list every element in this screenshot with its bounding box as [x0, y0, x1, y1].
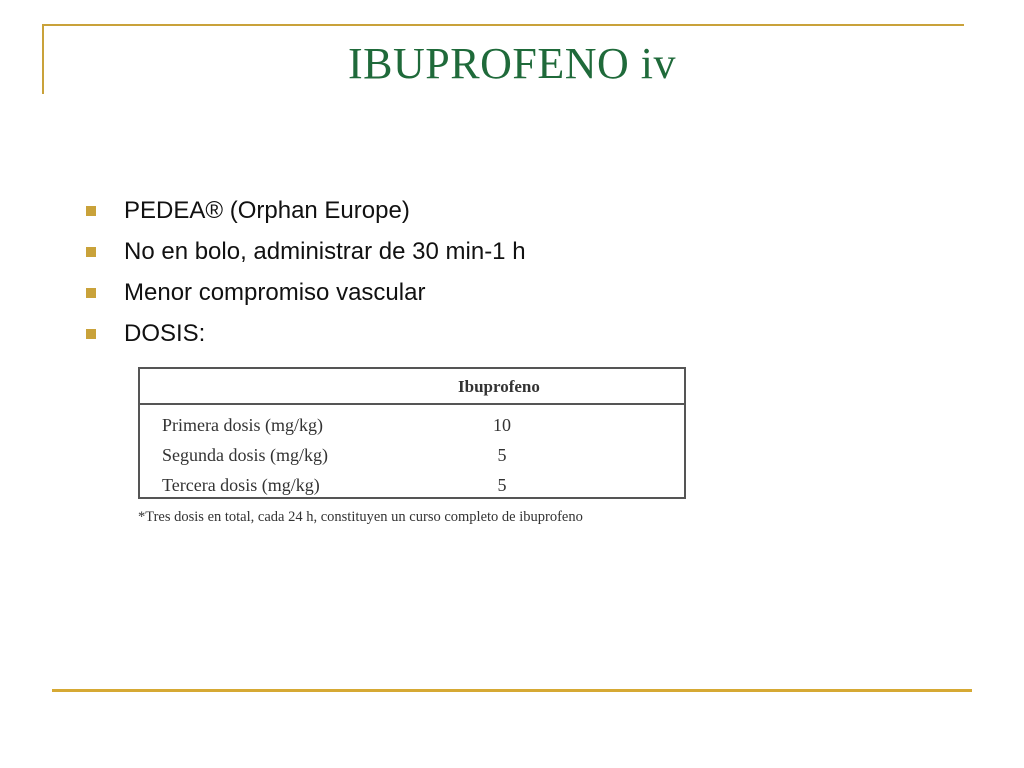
row-value: 5 — [497, 475, 507, 495]
square-bullet-icon — [86, 288, 96, 298]
bullet-text: No en bolo, administrar de 30 min-1 h — [124, 237, 526, 265]
bullet-text: Menor compromiso vascular — [124, 278, 426, 306]
square-bullet-icon — [86, 247, 96, 257]
bullet-item — [86, 313, 526, 354]
square-bullet-icon — [86, 206, 96, 216]
column-header-ibuprofeno: Ibuprofeno — [458, 377, 540, 396]
bullet-item — [86, 231, 526, 272]
row-label: Segunda dosis (mg/kg) — [162, 445, 328, 465]
table-header — [140, 369, 684, 405]
row-label: Primera dosis (mg/kg) — [162, 415, 323, 435]
table-footnote: *Tres dosis en total, cada 24 h, constituyen un curso completo de ibuprofeno — [138, 509, 583, 525]
dose-table — [138, 367, 686, 499]
bullet-list — [86, 190, 526, 354]
bullet-item — [86, 272, 526, 313]
top-border-rule — [42, 24, 964, 26]
table-row — [140, 441, 684, 471]
square-bullet-icon — [86, 329, 96, 339]
table-row — [140, 471, 684, 501]
bullet-text: DOSIS: — [124, 319, 206, 347]
row-label: Tercera dosis (mg/kg) — [162, 475, 320, 495]
bullet-item — [86, 190, 526, 231]
bullet-text: PEDEA® (Orphan Europe) — [124, 196, 410, 224]
slide-title: IBUPROFENO iv — [348, 39, 676, 88]
bottom-border-rule — [52, 689, 972, 692]
row-value: 5 — [497, 445, 507, 465]
row-value: 10 — [493, 415, 511, 435]
table-row — [140, 411, 684, 441]
